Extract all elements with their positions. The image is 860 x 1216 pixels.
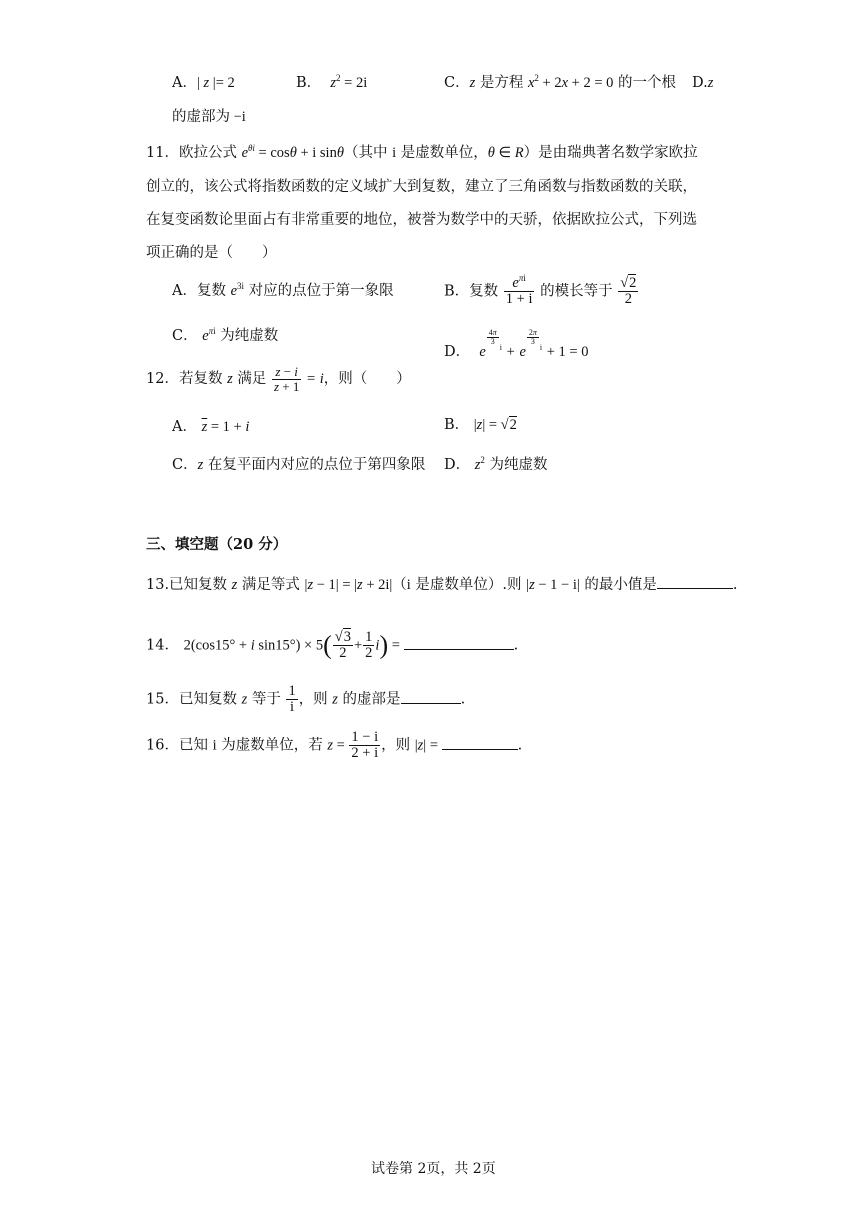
q10-option-b: B． $z^2 = 2i$ xyxy=(296,73,368,91)
q11-option-b: B．复数 $\frac{e^{\pi i}}{1 + i}$ 的模长等于 $\frac{√2}{2}$ xyxy=(444,273,637,308)
q12-option-d: D． $z^2$ 为纯虚数 xyxy=(444,455,548,473)
q11-option-c: C． $e^{\pi i}$ 为纯虚数 xyxy=(172,326,279,344)
q11-stem-line1: 11．欧拉公式 $e^{\theta i} = \cos\theta + i$ sinθ（其中 i 是虚数单位，θ ∈ R）是由瑞典著名数学家欧拉 xyxy=(146,143,698,161)
q12-option-c: C．z 在复平面内对应的点位于第四象限 xyxy=(172,457,426,473)
q11-stem-line3: 在复变函数论里面占有非常重要的地位，被誉为数学中的天骄，依据欧拉公式，下列选 xyxy=(146,212,697,228)
q11-stem-line4: 项正确的是（ ） xyxy=(146,245,277,261)
q13: 13.已知复数 z 满足等式 |z − 1| = |z + 2i|（i 是虚数单位）.则 |z − 1 − i| 的最小值是 . xyxy=(146,577,738,593)
q10-option-c: C．z 是方程 $x^2 + 2x + 2 = 0$ 的一个根 xyxy=(444,73,677,91)
q12-option-a: A． $\overline{z} = 1 + i$ xyxy=(172,419,250,435)
q15: 15．已知复数 z 等于 $\frac{1}{i}$ ，则 z 的虚部是 . xyxy=(146,683,466,716)
page-footer: 试卷第 2页，共 2页 xyxy=(371,1161,496,1177)
q11-stem-line2: 创立的，该公式将指数函数的定义域扩大到复数，建立了三角函数与指数函数的关联， xyxy=(146,179,697,195)
section-heading-fill-in: 三、填空题（20 分） xyxy=(146,536,288,553)
q12-stem: 12．若复数 z 满足 $\frac{z - i}{z + 1}$ = i，则（ ） xyxy=(146,364,411,394)
q16: 16．已知 i 为虚数单位，若 z = $\frac{1 - i}{2 + i}$ ，则 |z| = . xyxy=(146,729,523,762)
q12-option-b: B． |z| = √2 xyxy=(444,417,517,433)
q10-option-d-continued: 的虚部为 −i xyxy=(172,109,246,125)
q11-option-a: A．复数 $e^{3i}$ 对应的点位于第一象限 xyxy=(172,281,394,299)
q11-option-d: D． e $^{\frac{4\pi}{3} i}$ + e $^{\frac{2\pi}{3} i}$ + 1 = 0 xyxy=(444,328,589,361)
q10-option-d: D.z xyxy=(692,75,714,91)
q14: 14． 2(cos15° + i sin15°) × 5( $\frac{√3}{2}$ + $\frac{1}{2}$ i) = . xyxy=(146,629,519,662)
q10-option-a: A．| z |= 2 xyxy=(172,75,235,91)
